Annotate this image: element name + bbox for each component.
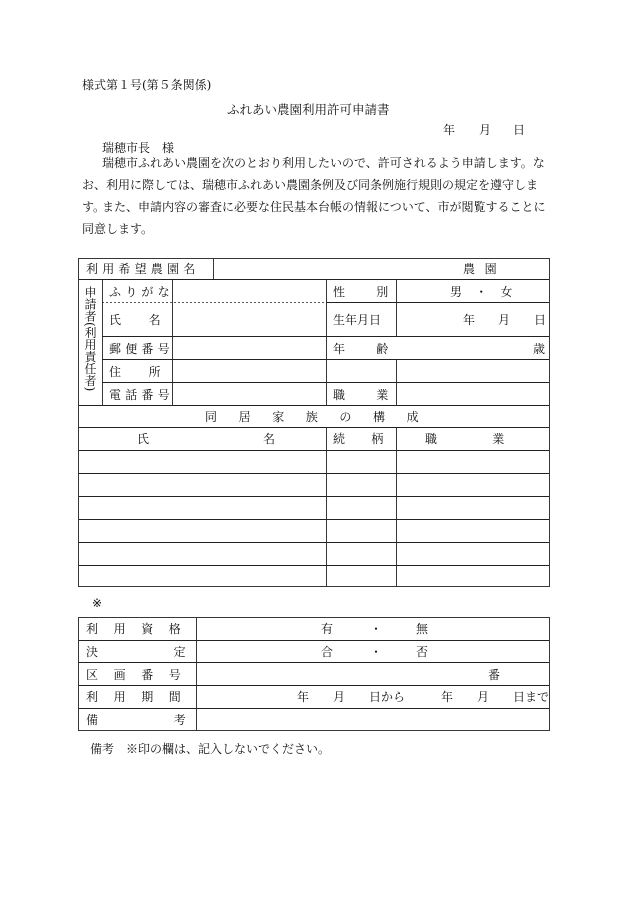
eligibility-separator: ・ — [370, 622, 383, 636]
family-table-title: 同居家族の構成 — [205, 410, 441, 424]
desired-farm-suffix: 農園 — [463, 262, 507, 276]
family-col-name-2: 名 — [263, 432, 276, 446]
date-month-label: 月 — [479, 123, 492, 137]
birthdate-label: 生年月日 — [333, 313, 382, 327]
eligibility-yes: 有 — [321, 622, 334, 636]
period-label: 利用期間 — [86, 690, 197, 704]
furigana-label: ふりがな — [109, 285, 174, 299]
desired-farm-label: 利用希望農園名 — [86, 262, 200, 276]
plot-number-suffix: 番 — [488, 668, 501, 682]
name-label: 氏名 — [109, 313, 189, 327]
addressee: 瑞穂市長 様 — [102, 141, 175, 155]
office-use-mark: ※ — [92, 596, 103, 610]
age-label: 年齢 — [333, 342, 420, 356]
family-col-relation: 続柄 — [333, 432, 410, 446]
phone-input[interactable] — [173, 383, 326, 405]
period-value: 年 月 日から 年 月 日まで — [297, 690, 550, 704]
form-number: 様式第１号(第５条関係) — [82, 78, 212, 92]
address-label: 住所 — [109, 365, 189, 379]
age-suffix: 歳 — [533, 342, 546, 356]
gender-value[interactable]: 男・女 — [450, 285, 526, 299]
date-year-label: 年 — [443, 123, 456, 137]
birth-month-label: 月 — [498, 313, 511, 327]
consent-statement: また、申請内容の審査に必要な住民基本台帳の情報について、市が閲覧することに同意します。 — [82, 200, 546, 236]
application-statement: 瑞穂市ふれあい農園を次のとおり利用したいので、許可されるよう申請します。なお、利用に際しては、瑞穂市ふれあい農園条例及び同条例施行規則の規定を遵守します。 — [82, 156, 545, 214]
decision-label: 決定 — [86, 645, 262, 659]
form-title: ふれあい農園利用許可申請書 — [227, 102, 390, 117]
gender-label: 性別 — [333, 285, 420, 299]
address-input[interactable] — [173, 360, 549, 382]
eligibility-label: 利用資格 — [86, 622, 197, 636]
family-col-name-1: 氏 — [137, 432, 150, 446]
occupation-input[interactable] — [397, 383, 549, 405]
decision-pass: 合 — [321, 645, 334, 659]
furigana-input[interactable] — [173, 280, 326, 302]
remarks-label: 備考 — [86, 713, 262, 727]
family-col-occupation: 職業 — [425, 432, 560, 446]
plot-number-label: 区画番号 — [86, 668, 197, 682]
birth-year-label: 年 — [463, 313, 476, 327]
date-day-label: 日 — [513, 123, 526, 137]
birth-day-label: 日 — [534, 313, 547, 327]
footnote: 備考 ※印の欄は、記入しないでください。 — [90, 742, 331, 756]
phone-label: 電話番号 — [109, 388, 174, 402]
name-input[interactable] — [173, 303, 326, 336]
decision-fail: 否 — [416, 645, 429, 659]
applicant-label: 申請者(利用責任者) — [83, 286, 97, 392]
postal-code-input[interactable] — [173, 337, 326, 359]
occupation-label: 職業 — [333, 388, 420, 402]
postal-code-label: 郵便番号 — [109, 342, 174, 356]
eligibility-no: 無 — [416, 622, 429, 636]
decision-separator: ・ — [370, 645, 383, 659]
